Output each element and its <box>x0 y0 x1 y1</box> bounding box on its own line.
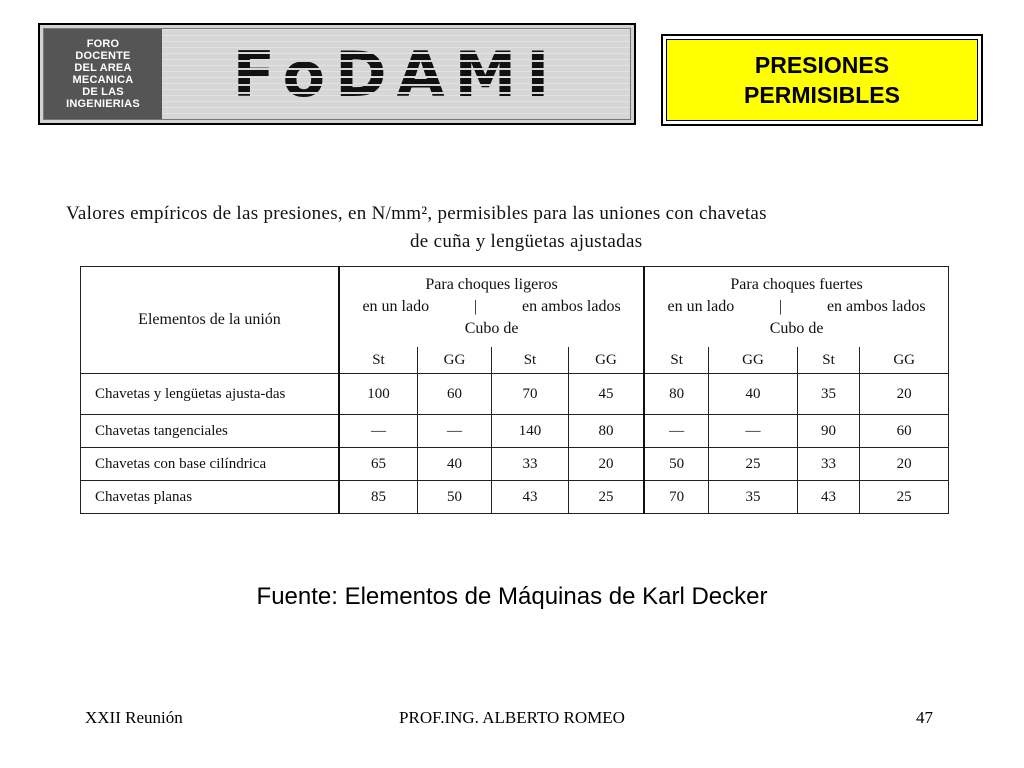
table-cell: 25 <box>709 448 798 481</box>
row-label: Chavetas tangenciales <box>81 415 340 448</box>
material-header: GG <box>709 347 798 374</box>
table-cell: 50 <box>644 448 708 481</box>
table-cell: 43 <box>492 481 569 514</box>
hub-label: Cubo de <box>464 320 519 337</box>
table-cell: 90 <box>797 415 860 448</box>
table-cell: 65 <box>339 448 417 481</box>
group-header-light <box>339 267 644 348</box>
table-cell: 40 <box>417 448 491 481</box>
side-separator: | <box>473 298 478 315</box>
logo-inner <box>43 28 631 120</box>
emblem-line: INGENIERIAS <box>66 98 140 110</box>
emblem-line: MECANICA <box>72 74 134 86</box>
row-label: Chavetas planas <box>81 481 340 514</box>
table-cell: 35 <box>709 481 798 514</box>
slide-title-box <box>661 34 983 126</box>
table-cell: 70 <box>492 374 569 415</box>
side-separator: | <box>778 298 783 315</box>
table-cell: 50 <box>417 481 491 514</box>
material-header: GG <box>860 347 949 374</box>
table-cell: 33 <box>492 448 569 481</box>
slide-title <box>666 39 978 121</box>
material-header: St <box>797 347 860 374</box>
fodami-logo-banner <box>38 23 636 125</box>
pressure-table <box>80 266 949 514</box>
emblem-line: DEL AREA <box>74 62 132 74</box>
wordmark-text: FoDAMI <box>232 37 560 111</box>
emblem-line: DOCENTE <box>75 50 131 62</box>
row-label: Chavetas y lengüetas ajusta-das <box>81 374 340 415</box>
emblem-line: FORO <box>86 38 120 50</box>
caption-line-1: Valores empíricos de las presiones, en N/mm², permisibles para las uniones con chavetas <box>66 203 767 224</box>
source-citation: Fuente: Elementos de Máquinas de Karl Decker <box>256 583 768 610</box>
material-header: St <box>492 347 569 374</box>
footer-page-number: 47 <box>916 708 933 727</box>
table-cell: 20 <box>860 374 949 415</box>
material-header: GG <box>568 347 644 374</box>
emblem-line: DE LAS <box>82 86 124 98</box>
caption-line-2: de cuña y lengüetas ajustadas <box>410 231 643 252</box>
table-cell: 45 <box>568 374 644 415</box>
table-cell: 40 <box>709 374 798 415</box>
table-row <box>81 481 949 514</box>
side-left-label: en un lado <box>667 298 735 315</box>
footer-event: XXII Reunión <box>85 708 183 727</box>
table-cell: — <box>339 415 417 448</box>
hub-label: Cubo de <box>769 320 824 337</box>
element-column-header: Elementos de la unión <box>81 267 340 374</box>
table-group-header-row <box>81 267 949 348</box>
side-left-label: en un lado <box>362 298 430 315</box>
table-row <box>81 374 949 415</box>
table-row <box>81 448 949 481</box>
table-cell: 70 <box>644 481 708 514</box>
title-line-2: PERMISIBLES <box>744 82 900 108</box>
table-row <box>81 415 949 448</box>
table-cell: 25 <box>568 481 644 514</box>
group-title: Para choques fuertes <box>730 276 863 293</box>
material-header: St <box>644 347 708 374</box>
table-cell: — <box>709 415 798 448</box>
table-cell: 25 <box>860 481 949 514</box>
table-cell: 100 <box>339 374 417 415</box>
table-cell: — <box>644 415 708 448</box>
table-cell: 60 <box>417 374 491 415</box>
table-cell: 33 <box>797 448 860 481</box>
group-sides <box>340 296 643 318</box>
title-line-1: PRESIONES <box>754 52 890 78</box>
footer-author: PROF.ING. ALBERTO ROMEO <box>399 708 625 727</box>
table-caption <box>60 200 960 256</box>
logo-emblem <box>44 29 162 119</box>
table-cell: 20 <box>568 448 644 481</box>
table-cell: 85 <box>339 481 417 514</box>
group-title: Para choques ligeros <box>425 276 558 293</box>
table-cell: 43 <box>797 481 860 514</box>
row-label: Chavetas con base cilíndrica <box>81 448 340 481</box>
group-sides <box>645 296 948 318</box>
table-cell: — <box>417 415 491 448</box>
table-cell: 20 <box>860 448 949 481</box>
logo-wordmark <box>162 29 630 119</box>
table-cell: 80 <box>568 415 644 448</box>
table-cell: 35 <box>797 374 860 415</box>
table-cell: 140 <box>492 415 569 448</box>
material-header: GG <box>417 347 491 374</box>
side-right-label: en ambos lados <box>826 298 926 315</box>
side-right-label: en ambos lados <box>522 298 621 315</box>
group-header-strong <box>644 267 948 348</box>
material-header: St <box>339 347 417 374</box>
table-cell: 60 <box>860 415 949 448</box>
table-cell: 80 <box>644 374 708 415</box>
